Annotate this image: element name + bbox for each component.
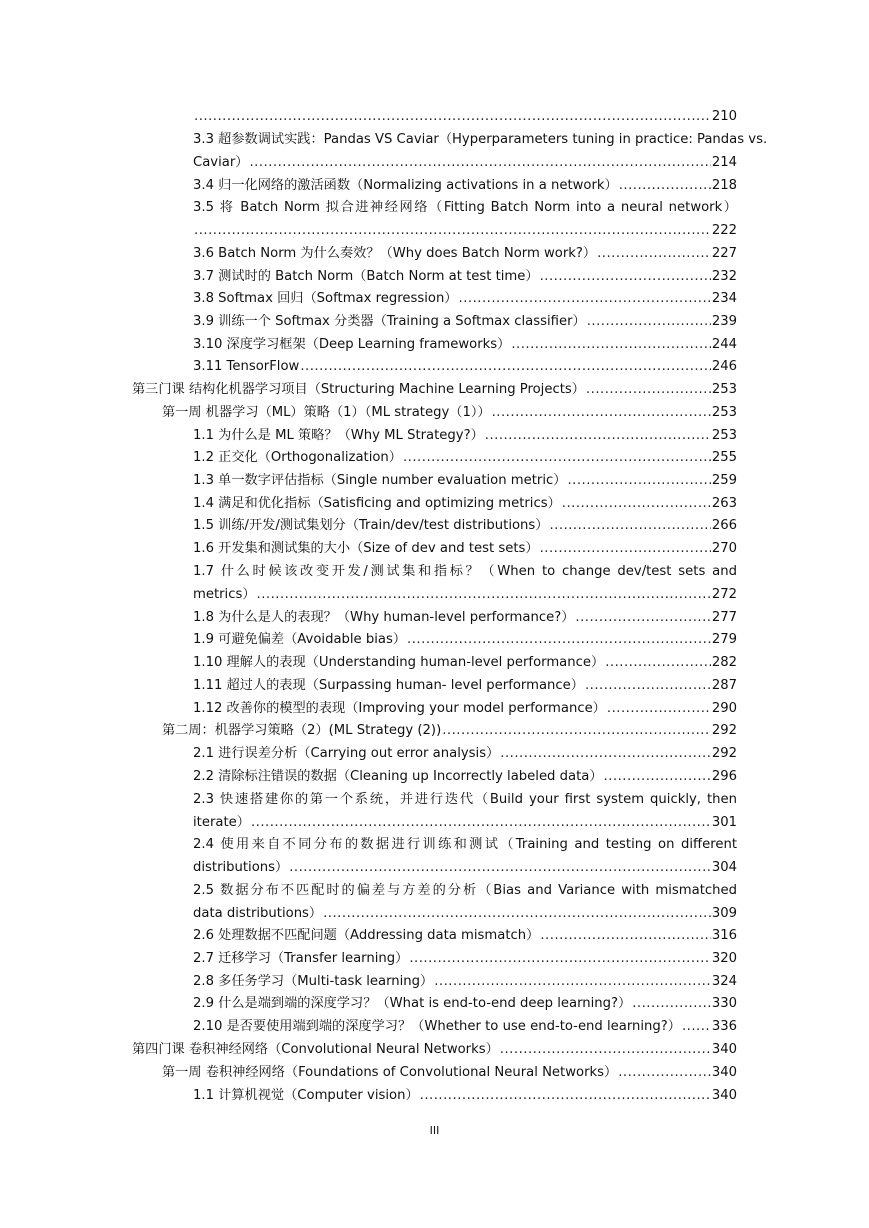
toc-entry[interactable] xyxy=(193,131,768,172)
dot-leader xyxy=(407,631,711,649)
toc-entry[interactable] xyxy=(193,108,737,126)
dot-leader xyxy=(442,722,711,740)
toc-entry-page: 340 xyxy=(711,1065,737,1080)
toc-entry-title: 1.2 正交化（Orthogonalization） xyxy=(193,450,402,465)
toc-entry[interactable] xyxy=(193,927,737,945)
toc-entry-title-line: 3.5 将 Batch Norm 拟合进神经网络（Fitting Batch Norm into a neural network） xyxy=(193,200,737,215)
toc-entry-page: 340 xyxy=(711,1088,737,1103)
toc-entry-page: 253 xyxy=(711,382,737,397)
toc-entry[interactable] xyxy=(193,950,737,968)
page-number: III xyxy=(429,1124,440,1137)
dot-leader xyxy=(300,358,711,376)
toc-entry-page: 320 xyxy=(711,951,737,966)
dot-leader xyxy=(549,517,710,535)
toc-entry-title-line: 2.5 数据分布不匹配时的偏差与方差的分析（Bias and Variance with mismatched xyxy=(193,883,737,898)
toc-entry-page: 287 xyxy=(711,678,737,693)
toc-entry-title: 1.12 改善你的模型的表现（Improving your model performance） xyxy=(193,701,606,716)
toc-entry-page: 253 xyxy=(711,428,737,443)
toc-entry-title: iterate） xyxy=(193,815,250,830)
dot-leader xyxy=(597,245,711,263)
toc-entry[interactable] xyxy=(193,995,737,1013)
toc-entry-title: 2.7 迁移学习（Transfer learning） xyxy=(193,951,409,966)
dot-leader xyxy=(632,995,711,1013)
toc-entry[interactable] xyxy=(193,745,737,763)
toc-entry[interactable] xyxy=(193,973,737,991)
toc-entry-title: 第四门课 卷积神经网络（Convolutional Neural Networks） xyxy=(132,1042,499,1057)
toc-entry-title: 1.10 理解人的表现（Understanding human-level performance） xyxy=(193,655,605,670)
toc-entry[interactable] xyxy=(193,791,737,832)
toc-entry-title-line: 1.7 什么时候该改变开发/测试集和指标？（When to change dev/test sets and xyxy=(193,564,737,579)
toc-entry-title: Caviar） xyxy=(193,155,249,170)
toc-entry[interactable] xyxy=(132,1041,737,1059)
dot-leader xyxy=(459,290,711,308)
toc-entry[interactable] xyxy=(193,177,737,195)
toc-entry-title: 1.9 可避免偏差（Avoidable bias） xyxy=(193,632,407,647)
toc-entry-title: 1.8 为什么是人的表现？（Why human-level performance?） xyxy=(193,610,575,625)
toc-entry-title: 2.6 处理数据不匹配问题（Addressing data mismatch） xyxy=(193,928,540,943)
dot-leader xyxy=(289,859,711,877)
toc-entry-title-line: 3.3 超参数调试实践：Pandas VS Caviar（Hyperparameters tuning in practice: Pandas vs. xyxy=(193,132,768,147)
toc-entry[interactable] xyxy=(193,836,737,877)
toc-entry[interactable] xyxy=(193,313,737,331)
toc-entry[interactable] xyxy=(193,290,737,308)
dot-leader xyxy=(682,1018,711,1036)
toc-entry-title: 3.9 训练一个 Softmax 分类器（Training a Softmax classifier） xyxy=(193,314,586,329)
toc-entry-page: 277 xyxy=(711,610,737,625)
toc-entry-title: 1.1 计算机视觉（Computer vision） xyxy=(193,1088,419,1103)
toc-entry-page: 316 xyxy=(711,928,737,943)
toc-entry[interactable] xyxy=(193,609,737,627)
toc-entry[interactable] xyxy=(193,677,737,695)
toc-entry[interactable] xyxy=(193,268,737,286)
toc-entry-title: 2.10 是否要使用端到端的深度学习？（Whether to use end-to-end learning?） xyxy=(193,1019,681,1034)
toc-entry-page: 270 xyxy=(711,541,737,556)
toc-entry-title: 3.6 Batch Norm 为什么奏效？（Why does Batch Norm work?） xyxy=(193,246,597,261)
toc-entry-title: 1.11 超过人的表现（Surpassing human- level performance） xyxy=(193,678,584,693)
dot-leader xyxy=(511,336,710,354)
dot-leader xyxy=(434,973,711,991)
toc-entry-page: 292 xyxy=(711,723,737,738)
toc-entry[interactable] xyxy=(193,517,737,535)
dot-leader xyxy=(540,540,711,558)
toc-entry-page: 296 xyxy=(711,769,737,784)
toc-entry-page: 232 xyxy=(711,269,737,284)
toc-entry[interactable] xyxy=(162,722,737,740)
toc-entry[interactable] xyxy=(162,404,737,422)
toc-entry-page: 234 xyxy=(711,291,737,306)
toc-entry-title: data distributions） xyxy=(193,906,323,921)
dot-leader xyxy=(251,814,711,832)
toc-entry[interactable] xyxy=(193,245,737,263)
toc-entry-title: 1.5 训练/开发/测试集划分（Train/dev/test distributions） xyxy=(193,518,549,533)
toc-entry-page: 272 xyxy=(711,587,737,602)
toc-entry-page: 336 xyxy=(711,1019,737,1034)
toc-entry-title: 第一周 机器学习（ML）策略（1）（ML strategy（1）） xyxy=(162,405,491,420)
toc-entry-page: 259 xyxy=(711,473,737,488)
dot-leader xyxy=(257,586,711,604)
toc-entry[interactable] xyxy=(193,427,737,445)
toc-entry-title: 第一周 卷积神经网络（Foundations of Convolutional Neural Networks） xyxy=(162,1065,618,1080)
toc-entry[interactable] xyxy=(193,882,737,923)
toc-entry-title: 2.2 清除标注错误的数据（Cleaning up Incorrectly labeled data） xyxy=(193,769,603,784)
toc-entry-page: 244 xyxy=(711,337,737,352)
toc-entry[interactable] xyxy=(193,654,737,672)
toc-entry-title: 1.3 单一数字评估指标（Single number evaluation metric） xyxy=(193,473,567,488)
toc-entry-page: 290 xyxy=(711,701,737,716)
toc-entry-page: 282 xyxy=(711,655,737,670)
toc-entry-title: 1.1 为什么是 ML 策略？（Why ML Strategy?） xyxy=(193,428,484,443)
toc-entry-page: 253 xyxy=(711,405,737,420)
toc-entry[interactable] xyxy=(193,449,737,467)
toc-entry-page: 255 xyxy=(711,450,737,465)
dot-leader xyxy=(420,1087,711,1105)
toc-entry[interactable] xyxy=(193,358,737,376)
toc-entry-title-line: 2.4 使用来自不同分布的数据进行训练和测试（Training and testing on different xyxy=(193,837,737,852)
toc-entry-page: 330 xyxy=(711,996,737,1011)
dot-leader xyxy=(403,449,711,467)
dot-leader xyxy=(562,495,711,513)
dot-leader xyxy=(587,313,711,331)
toc-entry-page: 214 xyxy=(711,155,737,170)
dot-leader xyxy=(194,108,711,126)
toc-entry[interactable] xyxy=(193,199,737,240)
dot-leader xyxy=(409,950,711,968)
dot-leader xyxy=(500,1041,711,1059)
dot-leader xyxy=(540,268,711,286)
toc-entry[interactable] xyxy=(193,540,737,558)
toc-entry-title: 3.11 TensorFlow xyxy=(193,359,300,374)
dot-leader xyxy=(540,927,711,945)
toc-entry-page: 266 xyxy=(711,518,737,533)
dot-leader xyxy=(249,154,710,172)
toc-entry[interactable] xyxy=(193,700,737,718)
toc-entry-title: distributions） xyxy=(193,860,289,875)
toc-entry[interactable] xyxy=(193,768,737,786)
toc-entry-title: 2.8 多任务学习（Multi-task learning） xyxy=(193,974,434,989)
dot-leader xyxy=(323,905,711,923)
toc-entry-page: 227 xyxy=(711,246,737,261)
toc-entry-title: 1.6 开发集和测试集的大小（Size of dev and test sets） xyxy=(193,541,539,556)
dot-leader xyxy=(194,222,711,240)
dot-leader xyxy=(492,404,711,422)
toc-entry-title: 2.1 进行误差分析（Carrying out error analysis） xyxy=(193,746,500,761)
dot-leader xyxy=(618,1064,711,1082)
toc-entry-title: 第三门课 结构化机器学习项目（Structuring Machine Learning Projects） xyxy=(132,382,585,397)
toc-entry[interactable] xyxy=(193,563,737,604)
toc-entry[interactable] xyxy=(193,1087,737,1105)
toc-entry-page: 210 xyxy=(711,109,737,124)
dot-leader xyxy=(604,768,711,786)
toc-entry-page: 239 xyxy=(711,314,737,329)
toc-entry[interactable] xyxy=(193,472,737,490)
toc-entry[interactable] xyxy=(193,336,737,354)
toc-entry[interactable] xyxy=(162,1064,737,1082)
toc-entry[interactable] xyxy=(193,631,737,649)
toc-entry-page: 309 xyxy=(711,906,737,921)
dot-leader xyxy=(575,609,710,627)
toc-entry-title: 3.7 测试时的 Batch Norm（Batch Norm at test time） xyxy=(193,269,539,284)
toc-entry[interactable] xyxy=(193,1018,737,1036)
toc-entry-title: 2.9 什么是端到端的深度学习？（What is end-to-end deep learning?） xyxy=(193,996,632,1011)
toc-entry[interactable] xyxy=(132,381,737,399)
dot-leader xyxy=(585,677,711,695)
dot-leader xyxy=(607,700,711,718)
toc-entry-page: 279 xyxy=(711,632,737,647)
toc-entry-page: 324 xyxy=(711,974,737,989)
toc-entry-page: 304 xyxy=(711,860,737,875)
toc-entry-page: 301 xyxy=(711,815,737,830)
dot-leader xyxy=(619,177,711,195)
dot-leader xyxy=(500,745,711,763)
toc-entry-title: 3.8 Softmax 回归（Softmax regression） xyxy=(193,291,458,306)
toc-entry-title-line: 2.3 快速搭建你的第一个系统，并进行迭代（Build your first system quickly, then xyxy=(193,792,737,807)
dot-leader xyxy=(605,654,711,672)
toc-entry-page: 246 xyxy=(711,359,737,374)
toc-entry-page: 218 xyxy=(711,178,737,193)
toc-entry-title: 3.4 归一化网络的激活函数（Normalizing activations in a network） xyxy=(193,178,618,193)
toc-entry-page: 263 xyxy=(711,496,737,511)
toc-entry-page: 222 xyxy=(711,223,737,238)
dot-leader xyxy=(586,381,711,399)
toc-entry-title: 3.10 深度学习框架（Deep Learning frameworks） xyxy=(193,337,511,352)
toc-entry-title: 第二周：机器学习策略（2）(ML Strategy (2)) xyxy=(162,723,442,738)
toc-entry-title: 1.4 满足和优化指标（Satisficing and optimizing metrics） xyxy=(193,496,561,511)
dot-leader xyxy=(485,427,711,445)
toc-entry[interactable] xyxy=(193,495,737,513)
toc-entry-title: metrics） xyxy=(193,587,256,602)
toc-entry-page: 340 xyxy=(711,1042,737,1057)
toc-entry-page: 292 xyxy=(711,746,737,761)
dot-leader xyxy=(567,472,710,490)
